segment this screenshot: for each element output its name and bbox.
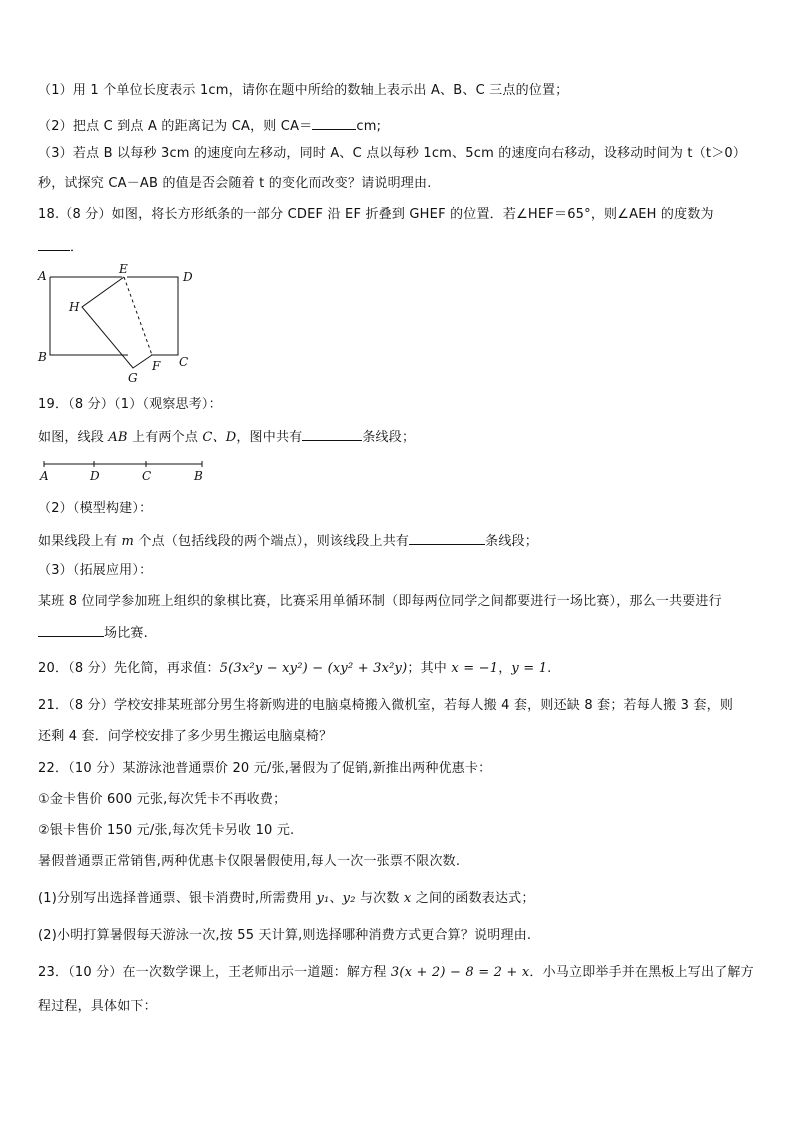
q22-sub1: (1)分别写出选择普通票、银卡消费时,所需费用 y₁、y₂ 与次数 x 之间的函数表达式； [38, 891, 535, 906]
q17-part3-line1: （3）若点 B 以每秒 3cm 的速度向左移动，同时 A、C 点以每秒 1cm、5cm 的速度向右移动，设移动时间为 t（t＞0） [38, 146, 747, 161]
label-C: C [179, 355, 189, 369]
q17-part1: （1）用 1 个单位长度表示 1cm，请你在题中所给的数轴上表示出 A、B、C 三点的位置； [38, 83, 569, 98]
answer-blank [38, 237, 70, 251]
answer-blank [409, 531, 485, 545]
rect-edge-ED-DC [127, 277, 178, 355]
q19-part3-title: （3）（拓展应用）： [38, 563, 153, 578]
folded-part-GHEF [82, 277, 152, 368]
q19-part3-line2: 场比赛. [38, 623, 758, 643]
segment-figure [36, 456, 216, 486]
label-G: G [128, 371, 138, 385]
folded-rectangle-figure [30, 262, 210, 386]
label-D: D [183, 270, 193, 284]
q22-sub2: (2)小明打算暑假每天游泳一次,按 55 天计算,则选择哪种消费方式更合算？说明理由. [38, 928, 532, 943]
label-A: A [40, 469, 49, 483]
q22-note: 暑假普通票正常销售,两种优惠卡仅限暑假使用,每人一次一张票不限次数. [38, 854, 461, 869]
answer-blank [302, 427, 362, 441]
q20-text: 20．（8 分）先化简，再求值：5(3x²y − xy²) − (xy² + 3x²y)；其中 x = −1，y = 1. [38, 661, 552, 676]
fold-line-EF [124, 277, 152, 355]
q17-part3-line2: 秒，试探究 CA－AB 的值是否会随着 t 的变化而改变？请说明理由. [38, 176, 432, 191]
label-E: E [119, 262, 128, 276]
q22-option2: ②银卡售价 150 元/张,每次凭卡另收 10 元. [38, 823, 295, 838]
q23-line1: 23．（10 分）在一次数学课上，王老师出示一道题：解方程 3(x + 2) − 8 = 2 + x．小马立即举手并在黑板上写出了解方 [38, 965, 754, 980]
q19-part2-title: （2）（模型构建）： [38, 501, 153, 516]
label-B: B [38, 350, 47, 364]
q17-part2: （2）把点 C 到点 A 的距离记为 CA，则 CA＝ cm; [38, 116, 758, 136]
label-F: F [152, 359, 161, 373]
q22-option1: ①金卡售价 600 元张,每次凭卡不再收费； [38, 792, 287, 807]
label-B: B [194, 469, 203, 483]
q19-part2: 如果线段上有 m 个点（包括线段的两个端点），则该线段上共有 条线段； [38, 531, 758, 551]
label-H: H [69, 300, 80, 314]
answer-blank [312, 116, 356, 130]
q18-text-end: ． [38, 237, 758, 257]
label-A: A [38, 269, 47, 283]
q21-line1: 21．（8 分）学校安排某班部分男生将新购进的电脑桌椅搬入微机室，若每人搬 4 套，则还缺 8 套；若每人搬 3 套，则 [38, 698, 734, 713]
q21-line2: 还剩 4 套．问学校安排了多少男生搬运电脑桌椅？ [38, 729, 333, 744]
label-D: D [90, 469, 100, 483]
q18-text: 18.（8 分）如图，将长方形纸条的一部分 CDEF 沿 EF 折叠到 GHEF 的位置．若∠HEF＝65°，则∠AEH 的度数为 [38, 207, 714, 222]
q19-part1: 如图，线段 AB 上有两个点 C、D，图中共有 条线段； [38, 427, 758, 447]
q19-title: 19．（8 分）（1）（观察思考）： [38, 397, 222, 412]
q22-title: 22．（10 分）某游泳池普通票价 20 元/张,暑假为了促销,新推出两种优惠卡： [38, 761, 492, 776]
q23-line2: 程过程，具体如下： [38, 999, 157, 1014]
q23-equation: 3(x + 2) − 8 = 2 + x [390, 965, 530, 980]
q20-expression: 5(3x²y − xy²) − (xy² + 3x²y) [219, 661, 408, 676]
answer-blank [38, 623, 104, 637]
label-C: C [142, 469, 152, 483]
q19-part3-line1: 某班 8 位同学参加班上组织的象棋比赛，比赛采用单循环制（即每两位同学之间都要进行一场比赛），那么一共要进行 [38, 594, 722, 609]
